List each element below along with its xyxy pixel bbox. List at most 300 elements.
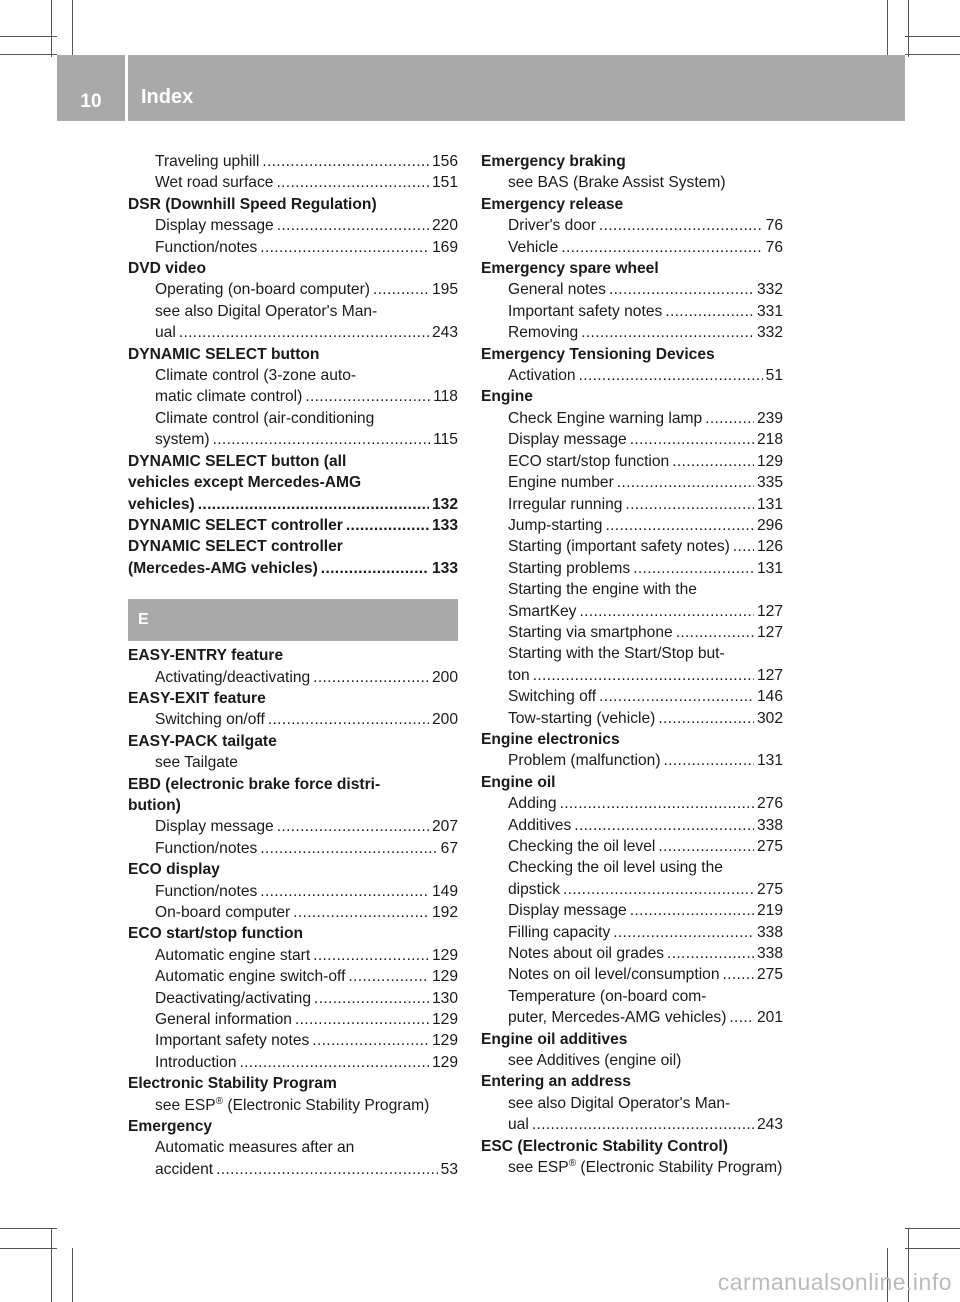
entry-text: EASY-ENTRY feature — [128, 647, 284, 665]
dot-leader — [633, 558, 754, 579]
index-subentry — [481, 1157, 783, 1178]
index-subentry[interactable] — [128, 237, 458, 258]
dot-leader — [609, 279, 754, 300]
entry-text: ton — [508, 666, 530, 684]
dot-leader — [561, 237, 762, 258]
index-heading — [481, 1071, 783, 1092]
entry-text: Starting the engine with the — [508, 581, 697, 599]
index-subentry[interactable] — [481, 836, 783, 857]
dot-leader — [179, 322, 429, 343]
entry-text: Jump-starting — [508, 516, 603, 534]
entry-text: Automatic engine switch-off — [155, 968, 346, 986]
page-reference[interactable]: 169 — [431, 238, 458, 256]
dot-leader — [605, 515, 754, 536]
index-subentry — [481, 643, 783, 664]
page-reference[interactable]: 302 — [756, 709, 783, 727]
crop-mark — [72, 1248, 73, 1302]
index-subentry[interactable] — [481, 408, 783, 429]
entry-text: DYNAMIC SELECT button (all — [128, 452, 347, 470]
entry-text: Function/notes — [155, 882, 258, 900]
index-subentry — [481, 1050, 783, 1071]
entry-text-rest: (Electronic Stability Program) — [576, 1159, 783, 1177]
page-reference[interactable]: 219 — [756, 902, 783, 920]
dot-leader — [260, 237, 429, 258]
index-subentry[interactable] — [128, 1030, 458, 1051]
entry-text: Climate control (air-conditioning — [155, 409, 375, 427]
index-heading — [128, 344, 458, 365]
page-reference[interactable]: 338 — [756, 816, 783, 834]
index-heading — [481, 344, 783, 365]
index-subentry[interactable] — [481, 815, 783, 836]
page-reference[interactable]: 133 — [431, 516, 458, 534]
entry-text: DYNAMIC SELECT button — [128, 345, 320, 363]
crop-mark — [905, 54, 960, 55]
page-reference[interactable]: 76 — [765, 238, 783, 256]
entry-text: Driver's door — [508, 217, 596, 235]
dot-leader — [574, 815, 754, 836]
entry-text: Checking the oil level — [508, 838, 656, 855]
index-subentry[interactable] — [128, 838, 458, 859]
entry-text: Automatic engine start — [155, 946, 311, 964]
entry-text: Notes on oil level/consumption — [508, 966, 720, 984]
dot-leader — [277, 215, 429, 236]
index-subentry[interactable] — [128, 945, 458, 966]
entry-text: ECO display — [128, 861, 220, 879]
index-heading[interactable] — [128, 494, 458, 515]
entry-text — [508, 1157, 782, 1178]
page-reference[interactable]: 207 — [431, 818, 458, 836]
index-subentry[interactable] — [481, 922, 783, 943]
page-reference[interactable]: 67 — [440, 839, 458, 857]
index-subentry[interactable] — [481, 237, 783, 258]
entry-text: Removing — [508, 324, 579, 342]
entry-text: ual — [508, 1116, 529, 1134]
page-reference[interactable]: 275 — [756, 838, 783, 855]
entry-text: Traveling uphill — [155, 153, 260, 170]
page-reference[interactable]: 129 — [431, 946, 458, 964]
crop-mark — [72, 0, 73, 57]
page-reference[interactable]: 133 — [431, 559, 458, 577]
entry-text: (Mercedes-AMG vehicles) — [128, 559, 318, 577]
crop-mark — [51, 1228, 52, 1302]
index-subentry[interactable] — [128, 429, 458, 450]
index-subentry[interactable] — [481, 665, 783, 686]
page-reference[interactable]: 76 — [765, 217, 783, 235]
crop-mark — [905, 1228, 960, 1229]
page-reference[interactable]: 296 — [756, 516, 783, 534]
entry-text: Checking the oil level using the — [508, 859, 723, 877]
index-heading — [128, 645, 458, 666]
index-subentry[interactable] — [128, 215, 458, 236]
dot-leader — [563, 879, 754, 900]
index-subentry — [481, 1093, 783, 1114]
dot-leader — [599, 686, 754, 707]
dot-leader — [532, 1114, 754, 1135]
dot-leader — [658, 708, 754, 729]
dot-leader — [240, 1052, 429, 1073]
index-subentry — [481, 172, 783, 193]
page-reference[interactable]: 132 — [431, 495, 458, 513]
entry-text: Emergency Tensioning Devices — [481, 345, 715, 363]
index-heading — [128, 731, 458, 752]
index-subentry[interactable] — [128, 279, 458, 300]
page-reference[interactable]: 192 — [431, 904, 458, 921]
entry-text: Climate control (3-zone auto- — [155, 367, 357, 385]
index-subentry[interactable] — [128, 1159, 458, 1180]
dot-leader — [314, 988, 429, 1009]
entry-text: Electronic Stability Program — [128, 1075, 337, 1093]
crop-mark — [51, 0, 52, 57]
index-subentry[interactable] — [128, 386, 458, 407]
entry-text-main: see ESP — [508, 1159, 569, 1177]
index-heading — [481, 729, 783, 750]
dot-leader — [312, 1030, 429, 1051]
page-reference[interactable]: 118 — [433, 388, 458, 406]
dot-leader — [293, 902, 429, 923]
page-reference[interactable]: 129 — [756, 452, 783, 470]
index-subentry — [128, 365, 458, 386]
index-subentry — [128, 752, 458, 773]
page-reference[interactable]: 131 — [756, 559, 783, 577]
entry-text: DVD video — [128, 260, 206, 278]
entry-text: Engine number — [508, 474, 614, 492]
index-subentry[interactable] — [128, 667, 458, 688]
registered-mark: ® — [568, 1157, 577, 1169]
index-heading — [128, 923, 458, 944]
entry-text: Operating (on-board computer) — [155, 281, 370, 299]
page-reference[interactable]: 332 — [756, 324, 783, 342]
dot-leader — [213, 429, 431, 450]
entry-text: see Additives (engine oil) — [508, 1052, 682, 1070]
page-reference[interactable]: 275 — [756, 966, 783, 984]
index-heading[interactable] — [128, 515, 458, 536]
entry-text: Irregular running — [508, 495, 623, 513]
dot-leader — [613, 922, 754, 943]
index-heading — [481, 386, 783, 407]
index-heading — [128, 536, 458, 557]
entry-text: DYNAMIC SELECT controller — [128, 538, 343, 556]
index-subentry — [128, 301, 458, 322]
crop-mark — [0, 1248, 57, 1249]
entry-text: dipstick — [508, 880, 560, 898]
entry-text: Engine electronics — [481, 730, 620, 748]
index-subentry — [481, 579, 783, 600]
entry-text: SmartKey — [508, 602, 577, 620]
page-reference[interactable]: 239 — [756, 409, 783, 427]
dot-leader — [599, 215, 763, 236]
index-heading — [481, 194, 783, 215]
index-heading — [128, 774, 458, 795]
page-number: 10 — [80, 91, 102, 112]
crop-mark — [905, 1248, 960, 1249]
index-subentry[interactable] — [481, 472, 783, 493]
index-subentry[interactable] — [481, 686, 783, 707]
index-subentry — [128, 1137, 458, 1158]
index-subentry[interactable] — [481, 708, 783, 729]
entry-text: EASY-EXIT feature — [128, 689, 266, 707]
entry-text: Notes about oil grades — [508, 945, 665, 963]
dot-leader — [723, 964, 754, 985]
dot-leader — [705, 408, 754, 429]
entry-text: Activation — [508, 367, 576, 385]
index-heading — [128, 688, 458, 709]
page-reference[interactable]: 151 — [431, 174, 458, 192]
index-subentry[interactable] — [481, 622, 783, 643]
index-subentry[interactable] — [128, 1052, 458, 1073]
dot-leader — [260, 838, 437, 859]
dot-leader — [664, 750, 754, 771]
entry-text: ECO start/stop function — [128, 925, 303, 943]
dot-leader — [305, 386, 430, 407]
entry-text: Switching on/off — [155, 711, 265, 729]
index-subentry[interactable] — [481, 536, 783, 557]
dot-leader — [313, 945, 429, 966]
page-reference[interactable]: 276 — [756, 795, 783, 813]
page-reference[interactable]: 335 — [756, 474, 783, 492]
dot-leader — [579, 601, 754, 622]
index-heading — [128, 258, 458, 279]
entry-text: Starting via smartphone — [508, 623, 673, 641]
entry-text: vehicles except Mercedes-AMG — [128, 474, 362, 492]
page-reference[interactable]: 131 — [756, 752, 783, 770]
index-column-right — [481, 151, 783, 1179]
dot-leader — [560, 793, 754, 814]
page-reference[interactable]: 338 — [756, 945, 783, 963]
dot-leader — [321, 558, 429, 579]
index-subentry[interactable] — [128, 709, 458, 730]
dot-leader — [625, 494, 754, 515]
dot-leader — [630, 900, 754, 921]
page-reference[interactable]: 130 — [431, 989, 458, 1007]
index-heading — [128, 451, 458, 472]
page-reference[interactable]: 243 — [756, 1116, 783, 1134]
entry-text: ual — [155, 324, 176, 342]
page-reference[interactable]: 338 — [756, 923, 783, 941]
page-reference[interactable]: 51 — [765, 367, 783, 385]
index-subentry[interactable] — [481, 279, 783, 300]
section-letter-bar: E — [128, 599, 458, 641]
dot-leader — [581, 322, 754, 343]
index-subentry[interactable] — [481, 750, 783, 771]
index-subentry[interactable] — [481, 601, 783, 622]
page-reference[interactable]: 115 — [433, 431, 458, 449]
index-heading — [128, 859, 458, 880]
entry-text: Temperature (on-board com- — [508, 987, 707, 1005]
dot-leader — [295, 1009, 429, 1030]
dot-leader — [277, 816, 429, 837]
entry-text: Engine oil additives — [481, 1030, 628, 1048]
entry-text: Introduction — [155, 1053, 237, 1071]
entry-text: On-board computer — [155, 904, 291, 921]
page-reference[interactable]: 243 — [431, 324, 458, 342]
dot-leader — [729, 1007, 754, 1028]
index-subentry — [481, 986, 783, 1007]
index-subentry[interactable] — [481, 558, 783, 579]
entry-text: Display message — [508, 431, 627, 449]
index-subentry[interactable] — [481, 451, 783, 472]
index-subentry[interactable] — [481, 793, 783, 814]
page-reference[interactable]: 200 — [431, 668, 458, 686]
page-reference[interactable]: 275 — [756, 880, 783, 898]
index-subentry[interactable] — [128, 902, 458, 923]
entry-text: Emergency release — [481, 195, 624, 213]
entry-text: Adding — [508, 795, 557, 813]
entry-text: Activating/deactivating — [155, 668, 311, 686]
entry-text: see BAS (Brake Assist System) — [508, 174, 726, 192]
dot-leader — [667, 943, 754, 964]
entry-text-rest: (Electronic Stability Program) — [223, 1096, 430, 1114]
index-heading — [128, 795, 458, 816]
dot-leader — [630, 429, 754, 450]
entry-text: Display message — [155, 217, 274, 235]
page-reference[interactable]: 126 — [756, 538, 783, 556]
page-reference[interactable]: 200 — [431, 711, 458, 729]
entry-text: EASY-PACK tailgate — [128, 732, 277, 750]
entry-text: Emergency — [128, 1118, 213, 1136]
page-reference[interactable]: 129 — [431, 1053, 458, 1071]
index-heading — [481, 151, 783, 172]
entry-text: Function/notes — [155, 839, 258, 857]
crop-mark — [887, 0, 888, 57]
entry-text: Entering an address — [481, 1073, 631, 1091]
entry-text: vehicles) — [128, 495, 195, 513]
crop-mark — [905, 36, 960, 37]
entry-text: accident — [155, 1160, 214, 1178]
page-reference[interactable]: 149 — [431, 882, 458, 900]
dot-leader — [262, 151, 429, 172]
index-heading — [481, 1136, 783, 1157]
index-subentry[interactable] — [128, 151, 458, 172]
index-heading[interactable] — [128, 558, 458, 579]
entry-text: Starting with the Start/Stop but- — [508, 645, 725, 663]
dot-leader — [373, 279, 429, 300]
dot-leader — [346, 515, 429, 536]
dot-leader — [216, 1159, 438, 1180]
entry-text: see Tailgate — [155, 754, 238, 772]
index-heading — [128, 194, 458, 215]
entry-text: ECO start/stop function — [508, 452, 670, 470]
entry-text: Display message — [155, 818, 274, 836]
index-subentry[interactable] — [481, 1114, 783, 1135]
index-subentry[interactable] — [481, 1007, 783, 1028]
dot-leader — [617, 472, 754, 493]
entry-text: ESC (Electronic Stability Control) — [481, 1137, 728, 1155]
index-heading — [481, 772, 783, 793]
index-subentry[interactable] — [128, 1009, 458, 1030]
index-subentry[interactable] — [481, 964, 783, 985]
header-separator — [125, 55, 128, 121]
entry-text: Automatic measures after an — [155, 1139, 355, 1157]
crop-mark — [0, 1228, 57, 1229]
entry-text: Important safety notes — [508, 302, 663, 320]
index-subentry[interactable] — [481, 494, 783, 515]
page-title: Index — [141, 86, 194, 108]
page-reference[interactable]: 201 — [756, 1009, 783, 1027]
page-reference[interactable]: 53 — [440, 1160, 458, 1178]
entry-text: Emergency spare wheel — [481, 260, 659, 278]
entry-text: puter, Mercedes-AMG vehicles) — [508, 1009, 727, 1027]
entry-text: matic climate control) — [155, 388, 303, 406]
index-heading — [128, 1116, 458, 1137]
page-reference[interactable]: 156 — [431, 153, 458, 170]
page-reference[interactable]: 332 — [756, 281, 783, 299]
index-subentry[interactable] — [128, 881, 458, 902]
page-reference[interactable]: 331 — [756, 302, 783, 320]
index-subentry[interactable] — [481, 879, 783, 900]
entry-text: system) — [155, 431, 210, 449]
entry-text: Switching off — [508, 688, 597, 706]
crop-mark — [908, 0, 909, 57]
entry-text: DYNAMIC SELECT controller — [128, 516, 343, 534]
entry-text-main: see ESP — [155, 1096, 216, 1114]
dot-leader — [733, 536, 754, 557]
index-heading — [128, 472, 458, 493]
index-subentry[interactable] — [481, 515, 783, 536]
index-subentry[interactable] — [128, 966, 458, 987]
page-reference[interactable]: 127 — [756, 623, 783, 641]
dot-leader — [665, 301, 754, 322]
index-subentry[interactable] — [481, 301, 783, 322]
crop-mark — [0, 54, 57, 55]
page-reference[interactable]: 131 — [756, 495, 783, 513]
entry-text: Vehicle — [508, 238, 559, 256]
page-reference[interactable]: 127 — [756, 666, 783, 684]
dot-leader — [533, 665, 754, 686]
index-subentry[interactable] — [481, 215, 783, 236]
index-subentry[interactable] — [481, 365, 783, 386]
dot-leader — [313, 667, 429, 688]
index-subentry[interactable] — [481, 943, 783, 964]
dot-leader — [658, 836, 754, 857]
page-reference[interactable]: 129 — [431, 1032, 458, 1050]
entry-text: Wet road surface — [155, 174, 274, 192]
index-subentry — [128, 408, 458, 429]
dot-leader — [579, 365, 763, 386]
entry-text: Engine — [481, 388, 533, 406]
entry-text: Additives — [508, 816, 572, 834]
page-reference[interactable]: 129 — [431, 1011, 458, 1029]
dot-leader — [276, 172, 429, 193]
page-reference[interactable]: 129 — [431, 968, 458, 986]
entry-text — [155, 1095, 429, 1116]
dot-leader — [260, 881, 429, 902]
dot-leader — [268, 709, 429, 730]
index-heading — [128, 1073, 458, 1094]
page-reference[interactable]: 195 — [431, 281, 458, 299]
entry-text: Display message — [508, 902, 627, 920]
entry-text: Check Engine warning lamp — [508, 409, 703, 427]
index-subentry[interactable] — [481, 900, 783, 921]
index-subentry[interactable] — [481, 322, 783, 343]
page-reference[interactable]: 220 — [431, 217, 458, 235]
index-heading — [481, 258, 783, 279]
entry-text: Starting (important safety notes) — [508, 538, 730, 556]
entry-text: Tow-starting (vehicle) — [508, 709, 656, 727]
index-subentry[interactable] — [128, 816, 458, 837]
page-reference[interactable]: 127 — [756, 602, 783, 620]
index-subentry — [128, 1095, 458, 1116]
index-subentry[interactable] — [128, 322, 458, 343]
page-reference[interactable]: 218 — [756, 431, 783, 449]
entry-text: General notes — [508, 281, 606, 299]
index-subentry[interactable] — [128, 988, 458, 1009]
dot-leader — [198, 494, 429, 515]
page-reference[interactable]: 146 — [756, 688, 783, 706]
index-subentry[interactable] — [481, 429, 783, 450]
index-subentry[interactable] — [128, 172, 458, 193]
entry-text: Deactivating/activating — [155, 989, 312, 1007]
entry-text: Emergency braking — [481, 153, 626, 170]
